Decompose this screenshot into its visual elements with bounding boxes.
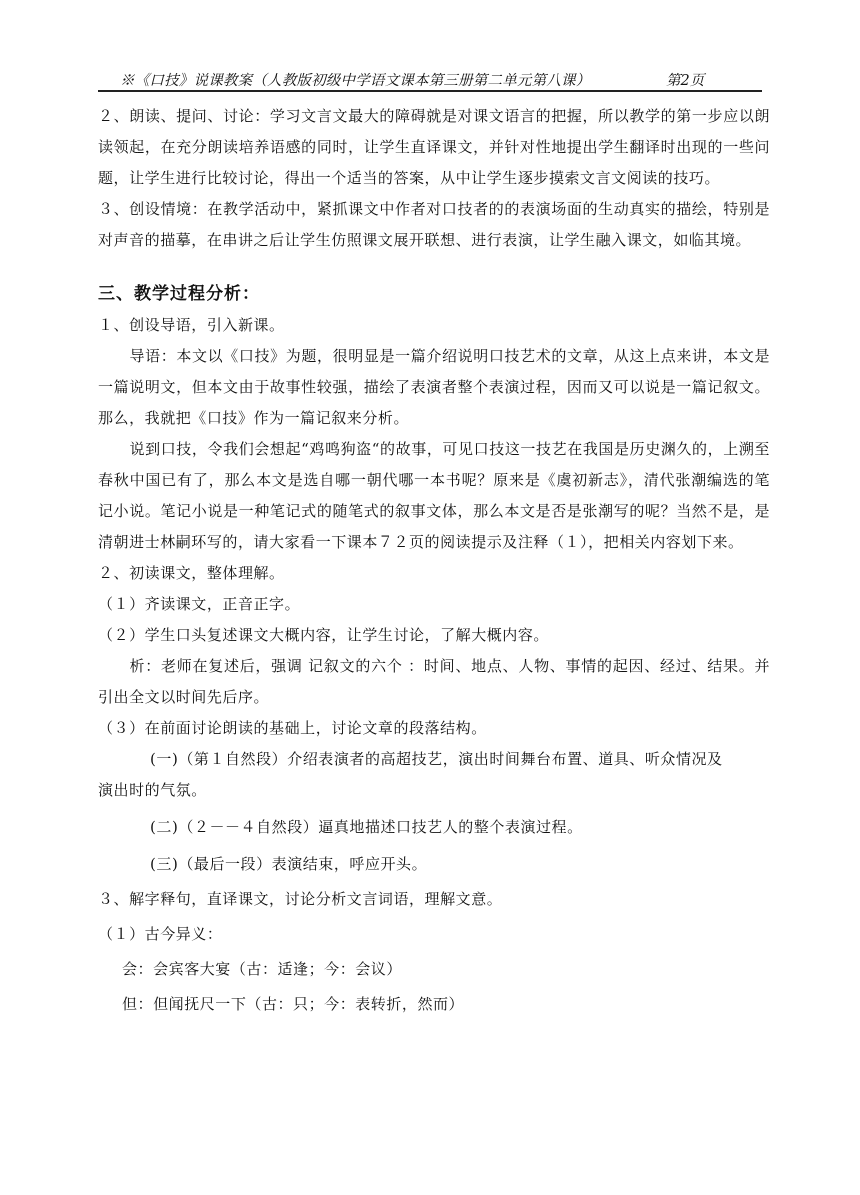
step-2-item-1: （１）齐读课文，正音正字。 bbox=[98, 595, 301, 613]
background-paragraph: 说到口技，令我们会想起“鸡鸣狗盗“的故事，可见口技这一技艺在我国是历史渊久的，上溯至春秋中国已有了，那么本文是选自哪一朝代哪一本书呢？原来是《虞初新志》，清代张潮编选的笔记小说。笔记小说是一种笔记式的随笔式的叙事文体，那么本文是否是张潮写的呢？当然不是，是清朝进士林嗣环写的，请大家看一下课本７２页的阅读提示及注释（１），把相关内容划下来。 bbox=[98, 440, 770, 551]
step-1-heading: １、创设导语，引入新课。 bbox=[98, 316, 285, 334]
section-gap bbox=[98, 256, 770, 278]
step-3-item-1: （１）古今异义： bbox=[98, 925, 223, 943]
analysis-paragraph: 析：老师在复述后，强调 记叙文的六个 ：时间、地点、人物、事情的起因、经过、结果。并引出全文以时间先后序。 bbox=[98, 657, 770, 706]
header-title: ※《口技》说课教案（人教版初级中学语文课本第三册第二单元第八课） bbox=[120, 73, 591, 89]
structure-part-2: (二)（２－－４自然段）逼真地描述口技艺人的整个表演过程。 bbox=[150, 818, 583, 836]
structure-part-3: (三)（最后一段）表演结束，呼应开头。 bbox=[150, 855, 428, 873]
paragraph-reading-discussion: ２、朗读、提问、讨论：学习文言文最大的障碍就是对课文语言的把握，所以教学的第一步应以朗读领起，在充分朗读培养语感的同时，让学生直译课文，并针对性地提出学生翻译时出现的一些问题，让学生进行比较讨论，得出一个适当的答案，从中让学生逐步摸索文言文阅读的技巧。 bbox=[98, 107, 770, 187]
step-2-item-2: （２）学生口头复述课文大概内容，让学生讨论，了解大概内容。 bbox=[98, 626, 549, 644]
paragraph-create-situation: ３、创设情境：在教学活动中，紧抓课文中作者对口技者的的表演场面的生动真实的描绘，特别是对声音的描摹，在串讲之后让学生仿照课文展开联想、进行表演，让学生融入课文，如临其境。 bbox=[98, 200, 770, 249]
step-2-heading: ２、初读课文，整体理解。 bbox=[98, 564, 285, 582]
word-example-dan: 但：但闻抚尺一下（古：只；今：表转折，然而） bbox=[122, 995, 465, 1013]
structure-part-1-continued: 演出时的气氛。 bbox=[98, 781, 207, 799]
step-3-heading: ３、解字释句，直译课文，讨论分析文言词语，理解文意。 bbox=[98, 890, 503, 908]
document-body bbox=[98, 101, 770, 1020]
intro-paragraph: 导语：本文以《口技》为题，很明显是一篇介绍说明口技艺术的文章，从这上点来讲，本文是一篇说明文，但本文由于故事性较强，描绘了表演者整个表演过程，因而又可以说是一篇记叙文。那么，我就把《口技》作为一篇记叙来分析。 bbox=[98, 347, 770, 427]
section-title: 三、教学过程分析： bbox=[98, 284, 260, 304]
page-header bbox=[98, 62, 762, 92]
structure-part-1: (一)（第１自然段）介绍表演者的高超技艺，演出时间舞台布置、道具、听众情况及 bbox=[150, 750, 723, 768]
page-number: 第2页 bbox=[666, 73, 705, 89]
word-example-hui: 会：会宾客大宴（古：适逢；今：会议） bbox=[122, 960, 402, 978]
step-2-item-3: （３）在前面讨论朗读的基础上，讨论文章的段落结构。 bbox=[98, 719, 487, 737]
